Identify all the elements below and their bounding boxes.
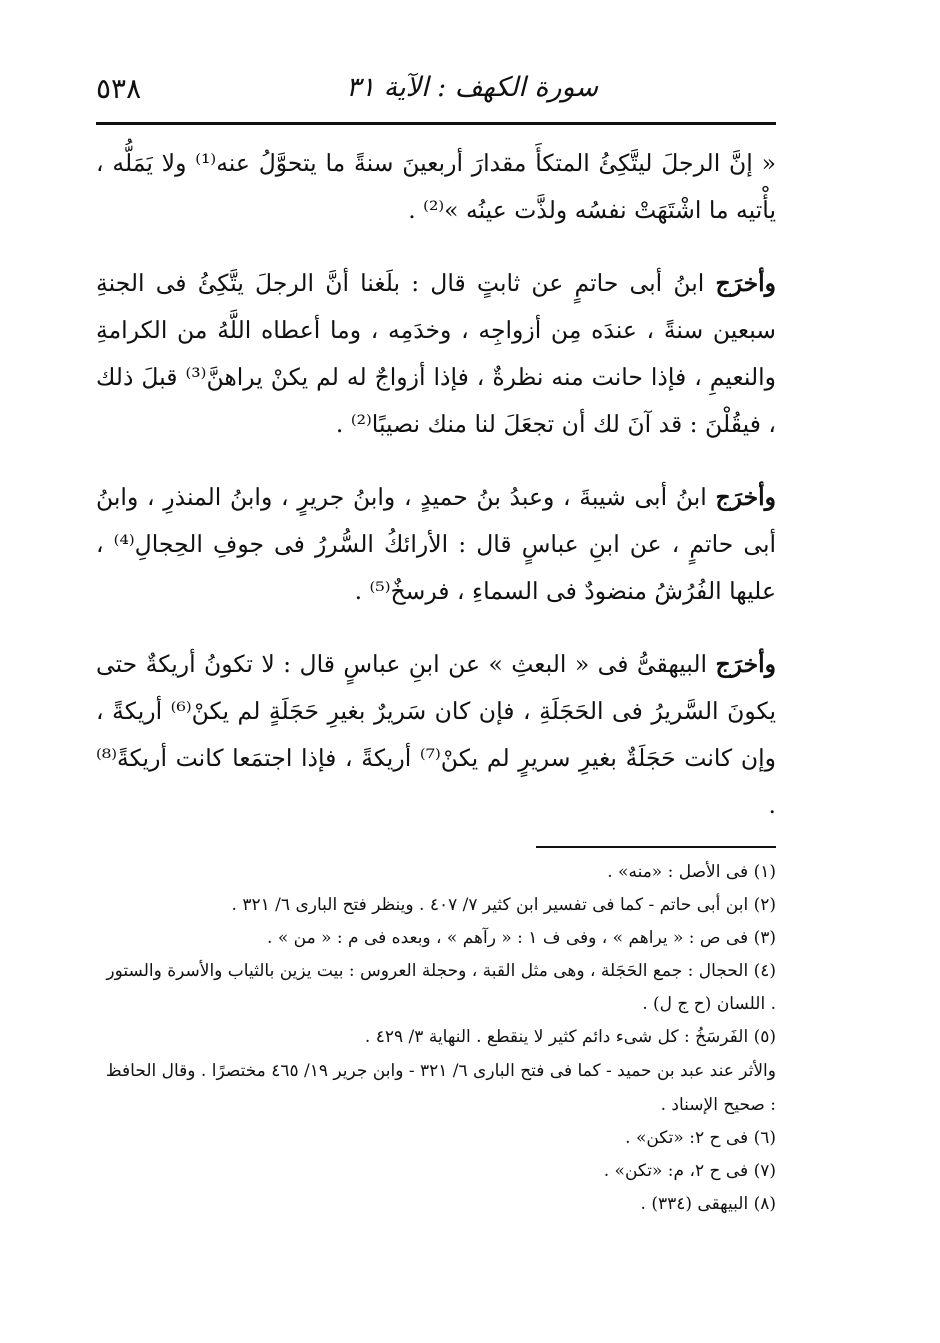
main-text: [96, 140, 776, 855]
paragraph-text: البيهقىُّ فى « البعثِ » عن ابنِ عباسٍ قال : لا تكونُ أريكةٌ حتى يكونَ السَّريرُ فى الحَجَلَةِ ، فإن كان سَريرٌ بغيرِ حَجَلَةٍ لم يكنْ⁽⁶⁾ أريكةً ، وإن كانت حَجَلَةٌ بغيرِ سريرٍ لم يكنْ⁽⁷⁾ أريكةً ، فإذا اجتمَعا كانت أريكةً⁽⁸⁾ .: [96, 650, 776, 819]
footnote: (٢) ابن أبى حاتم - كما فى تفسير ابن كثير ٧/ ٤٠٧ . وينظر فتح البارى ٦/ ٣٢١ .: [231, 895, 776, 915]
paragraph: [96, 140, 776, 234]
footnote: (٣) فى ص : « يراهم » ، وفى ف ١ : « رآهم » ، وبعده فى م : « من » .: [267, 928, 776, 948]
paragraph-lead: وأخرَج: [715, 483, 776, 511]
footnote: (٨) البيهقى (٣٣٤) .: [640, 1194, 776, 1214]
footnote-continuation: والأثر عند عبد بن حميد - كما فى فتح البارى ٦/ ٣٢١ - وابن جرير ١٩/ ٤٦٥ مختصرًا . وقال الحافظ : صحيح الإسناد .: [105, 1061, 776, 1115]
footnote: (١) فى الأصل : «منه» .: [607, 862, 776, 882]
running-header: [96, 68, 776, 118]
paragraph-text: ابنُ أبى شيبةَ ، وعبدُ بنُ حميدٍ ، وابنُ جريرٍ ، وابنُ المنذرِ ، وابنُ أبى حاتمٍ ، عن ابنِ عباسٍ قال : الأرائكُ السُّررُ فى جوفِ الحِجالِ⁽⁴⁾ ، عليها الفُرُشُ منضودٌ فى السماءِ ، فرسخٌ⁽⁵⁾ .: [96, 483, 777, 605]
footnote-divider: [536, 846, 776, 848]
paragraph-lead: وأخرَج: [715, 650, 776, 678]
footnote: (٥) الفَرسَخُ : كل شىء دائم كثير لا ينقطع . النهاية ٣/ ٤٢٩ .: [364, 1027, 776, 1047]
surah-title: سورة الكهف : الآية ٣١: [346, 72, 599, 103]
paragraph: [96, 260, 776, 448]
paragraph-text: ابنُ أبى حاتمٍ عن ثابتٍ قال : بلَغنا أنَّ الرجلَ يتَّكِئُ فى الجنةِ سبعين سنةً ، عندَه مِن أزواجِه ، وخدَمِه ، وما أعطاه اللَّهُ من الكرامةِ والنعيمِ ، فإذا حانت منه نظرةٌ ، فإذا أزواجٌ له لم يكنْ يراهنَّ⁽³⁾ قبلَ ذلك ، فيقُلْنَ : قد آنَ لك أن تجعَلَ لنا منك نصيبًا⁽²⁾ .: [96, 269, 776, 438]
paragraph-lead: وأخرَج: [715, 269, 776, 297]
header-divider: [96, 122, 776, 125]
paragraph: [96, 641, 776, 829]
paragraph-text: « إنَّ الرجلَ ليتَّكِئُ المتكأَ مقدارَ أربعينَ سنةً ما يتحوَّلُ عنه⁽¹⁾ ولا يَمَلُّه ، يأْتيه ما اشْتَهَتْ نفسُه ولذَّت عينُه »⁽²⁾ .: [96, 149, 776, 224]
footnote: (٧) فى ح ٢، م: «تكن» .: [603, 1161, 776, 1181]
paragraph: [96, 474, 776, 615]
footnote: (٦) فى ح ٢: «تكن» .: [625, 1128, 776, 1148]
page-number: ٥٣٨: [96, 72, 142, 105]
footnotes: [96, 856, 776, 1221]
footnote: (٤) الحجال : جمع الحَجَلة ، وهى مثل القبة ، وحجلة العروس : بيت يزين بالثياب والأسرة والستور . اللسان (ح ج ل) .: [106, 961, 776, 1014]
